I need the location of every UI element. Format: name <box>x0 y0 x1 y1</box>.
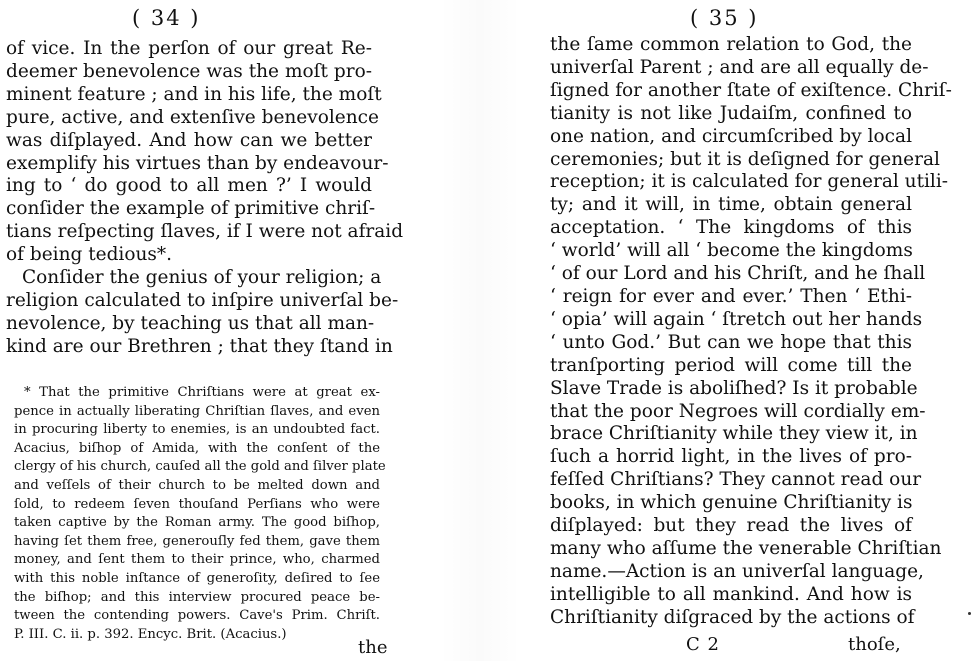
text-line: Slave Trade is aboliſhed? Is it probable <box>550 377 918 399</box>
footnote-line: tween the contending powers. Cave's Prim. Chriſt. <box>14 608 380 624</box>
catchword: thoſe, <box>848 634 901 655</box>
text-line: conſider the example of primitive chriſ- <box>6 198 376 220</box>
footnote-line: pence in actually liberating Chriſtian ſlaves, and even <box>14 403 380 419</box>
signature-mark: C 2 <box>686 634 720 655</box>
text-line: ‘ of our Lord and his Chriſt, and he ſhall <box>550 263 926 285</box>
text-line: acceptation. ‘ The kingdoms of this <box>550 217 912 239</box>
footnote-line: taken captive by the Roman army. The good biſhop, <box>14 515 380 531</box>
footnote-line: clergy of his church, cauſed all the gold and ſilver plate <box>14 459 386 475</box>
text-line: ‘ opia’ will again ‘ ſtretch out her hands <box>550 308 923 330</box>
text-line: intelligible to all mankind. And how is <box>550 583 912 605</box>
footnote-line: having ſet them free, generouſly fed them, gave them <box>14 533 380 549</box>
text-line: ceremonies; but it is deſigned for general <box>550 148 940 170</box>
footnote-line: ſold, to redeem ſeven thouſand Perſians who were <box>14 496 380 512</box>
left-page <box>0 0 420 661</box>
margin-speck <box>968 612 971 615</box>
text-line: Chriſtianity diſgraced by the actions of <box>550 606 915 628</box>
text-line: ſigned for another ſtate of exiſtence. Chriſ- <box>550 79 952 101</box>
text-line: one nation, and circumſcribed by local <box>550 125 912 147</box>
text-line: pure, active, and extenſive benevolence <box>6 106 379 128</box>
text-line: of vice. In the perſon of our great Re- <box>6 38 372 59</box>
text-line: ſuch a horrid light, in the lives of pro- <box>550 446 912 468</box>
text-line: ty; and it will, in time, obtain general <box>550 194 912 216</box>
text-line: diſplayed: but they read the lives of <box>550 515 912 537</box>
text-line: the ſame common relation to God, the <box>550 34 912 55</box>
main-text <box>550 34 952 630</box>
footnote <box>14 384 386 644</box>
gutter <box>440 0 520 661</box>
text-line: deemer benevolence was the moſt pro- <box>6 60 372 82</box>
right-page <box>530 0 980 661</box>
text-line: feſſed Chriſtians? They cannot read our <box>550 469 922 491</box>
text-line: ‘ unto God.’ But can we hope that this <box>550 331 912 353</box>
text-line: ‘ reign for ever and ever.’ Then ‘ Ethi- <box>550 285 912 307</box>
text-line: univerſal Parent ; and are all equally de- <box>550 56 929 78</box>
text-line: tranſporting period will come till the <box>550 354 912 376</box>
page-number: ( 35 ) <box>690 6 759 30</box>
main-text <box>6 38 404 359</box>
text-line: nevolence, by teaching us that all man- <box>6 312 375 334</box>
text-line: ‘ world’ will all ‘ become the kingdoms <box>550 240 913 262</box>
text-line: kind are our Brethren ; that they ſtand in <box>6 335 393 357</box>
text-line: of being tedious*. <box>6 244 173 266</box>
text-line: books, in which genuine Chriſtianity is <box>550 492 913 514</box>
text-line: brace Chriſtianity while they view it, in <box>550 423 918 445</box>
text-line: that the poor Negroes will cordially em- <box>550 400 926 422</box>
text-line: many who aſſume the venerable Chriſtian <box>550 537 942 559</box>
footnote-line: in procuring liberty to enemies, is an undoubted fact. <box>14 422 380 438</box>
footnote-line: * That the primitive Chriſtians were at great ex- <box>24 385 380 400</box>
footnote-line: with this noble inſtance of generoſity, deſired to ſee <box>14 570 380 586</box>
footnote-line: P. III. C. ii. p. 392. Encyc. Brit. (Acacius.) <box>14 626 287 642</box>
text-line: Conſider the genius of your religion; a <box>22 267 382 289</box>
footnote-line: Acacius, biſhop of Amida, with the conſent of the <box>14 440 380 456</box>
footnote-line: and veſſels of their church to be melted down and <box>14 477 380 493</box>
footnote-line: money, and ſent them to their prince, who, charmed <box>14 552 380 568</box>
text-line: ing to ‘ do good to all men ?’ I would <box>6 175 372 197</box>
text-line: name.—Action is an univerſal language, <box>550 560 924 582</box>
text-line: minent feature ; and in his life, the moſt <box>6 83 382 105</box>
text-line: was diſplayed. And how can we better <box>6 129 372 151</box>
text-line: religion calculated to inſpire univerſal be- <box>6 289 399 311</box>
page-number: ( 34 ) <box>132 6 201 30</box>
text-line: tianity is not like Judaiſm, confined to <box>550 102 912 124</box>
catchword: the <box>358 637 388 658</box>
footnote-line: the biſhop; and this interview procured peace be- <box>14 589 380 605</box>
text-line: tians reſpecting ſlaves, if I were not afraid <box>6 221 404 243</box>
text-line: exemplify his virtues than by endeavour- <box>6 152 389 174</box>
text-line: reception; it is calculated for general utili- <box>550 171 949 193</box>
